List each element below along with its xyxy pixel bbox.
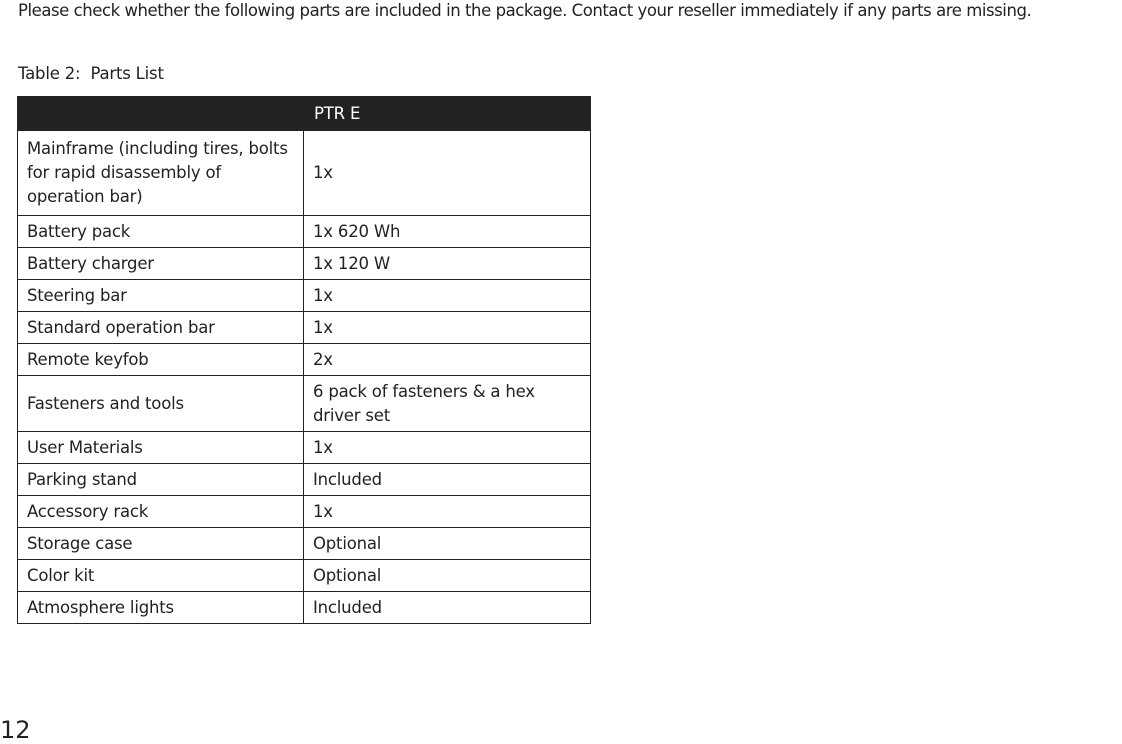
table-row <box>18 496 591 528</box>
part-name-cell: Color kit <box>18 560 304 592</box>
table-row <box>18 131 591 216</box>
part-quantity-cell: 1x <box>304 280 591 312</box>
part-quantity-cell: 1x <box>304 312 591 344</box>
part-name-cell: User Materials <box>18 432 304 464</box>
part-quantity-cell: 6 pack of fasteners & a hex driver set <box>304 376 591 432</box>
part-quantity-cell: 1x <box>304 131 591 216</box>
table-row <box>18 280 591 312</box>
part-quantity-cell: Included <box>304 464 591 496</box>
table-row <box>18 528 591 560</box>
table-row <box>18 344 591 376</box>
table-row <box>18 592 591 624</box>
table-row <box>18 216 591 248</box>
part-name-cell: Battery charger <box>18 248 304 280</box>
table-row <box>18 312 591 344</box>
table-row <box>18 464 591 496</box>
part-name-cell: Parking stand <box>18 464 304 496</box>
part-quantity-cell: 1x 620 Wh <box>304 216 591 248</box>
parts-list-table <box>17 96 591 624</box>
part-name-cell: Battery pack <box>18 216 304 248</box>
table-row <box>18 376 591 432</box>
table-caption: Table 2: Parts List <box>18 64 164 83</box>
part-quantity-cell: 1x <box>304 496 591 528</box>
intro-paragraph: Please check whether the following parts are included in the package. Contact your reseller immediately if any parts are missing. <box>18 1 1032 20</box>
part-name-cell: Storage case <box>18 528 304 560</box>
table-row <box>18 248 591 280</box>
part-quantity-cell: Optional <box>304 528 591 560</box>
part-name-cell: Mainframe (including tires, bolts for rapid disassembly of operation bar) <box>18 131 304 216</box>
table-header-row <box>18 97 591 131</box>
page-number: 12 <box>0 716 31 744</box>
table-header-cell: PTR E <box>304 97 591 131</box>
part-name-cell: Fasteners and tools <box>18 376 304 432</box>
part-name-cell: Atmosphere lights <box>18 592 304 624</box>
table-header-cell <box>18 97 304 131</box>
part-quantity-cell: 2x <box>304 344 591 376</box>
part-quantity-cell: 1x <box>304 432 591 464</box>
table-row <box>18 560 591 592</box>
part-quantity-cell: Included <box>304 592 591 624</box>
part-quantity-cell: 1x 120 W <box>304 248 591 280</box>
part-quantity-cell: Optional <box>304 560 591 592</box>
part-name-cell: Standard operation bar <box>18 312 304 344</box>
part-name-cell: Accessory rack <box>18 496 304 528</box>
part-name-cell: Steering bar <box>18 280 304 312</box>
part-name-cell: Remote keyfob <box>18 344 304 376</box>
table-row <box>18 432 591 464</box>
